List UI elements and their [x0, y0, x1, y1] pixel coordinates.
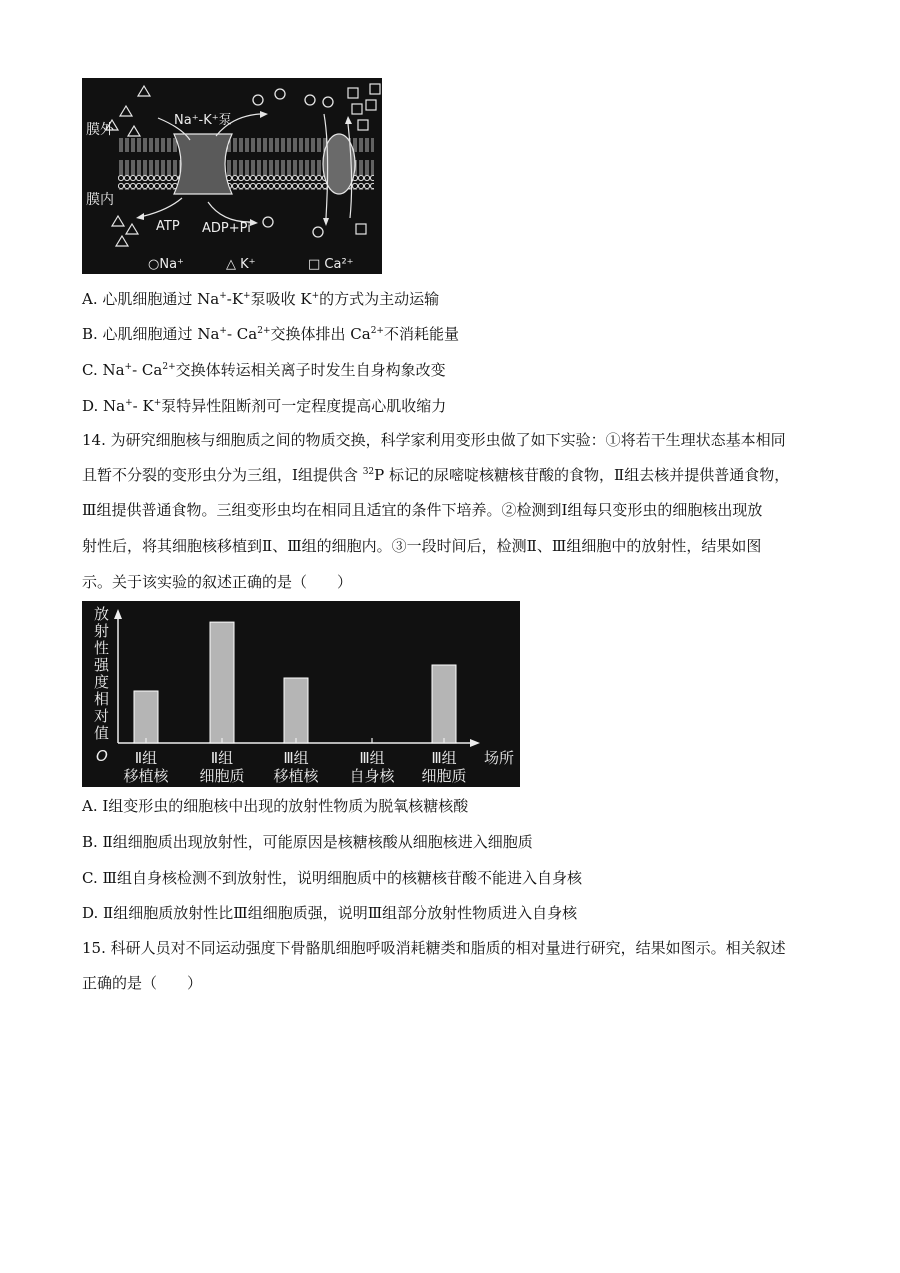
- q13-option-d: D. Na+- K+泵特异性阻断剂可一定程度提高心肌收缩力: [82, 397, 447, 415]
- q13-option-c: C. Na+- $Ca^{2+}$交换体转运相关离子时发生自身构象改变: [82, 361, 446, 379]
- legend-na: ○Na⁺: [148, 257, 184, 272]
- q14-option-c: C. Ⅲ组自身核检测不到放射性，说明细胞质中的核糖核苷酸不能进入自身核: [82, 869, 582, 887]
- x-tick-label-2-0: Ⅲ组: [283, 749, 309, 767]
- bar-0: [134, 691, 158, 743]
- radioactivity-bar-chart: [82, 601, 520, 787]
- q14-stem-line4: 射性后，将其细胞核移植到Ⅱ、Ⅲ组的细胞内。③一段时间后，检测Ⅱ、Ⅲ组细胞中的放射性，结果如图: [82, 537, 762, 555]
- q14-option-b: B. Ⅱ组细胞质出现放射性，可能原因是核糖核酸从细胞核进入细胞质: [82, 833, 533, 851]
- q14-stem-line1: 14. 为研究细胞核与细胞质之间的物质交换，科学家利用变形虫做了如下实验：①将若干生理状态基本相同: [82, 431, 786, 449]
- x-tick-label-2-1: 移植核: [273, 767, 319, 785]
- x-tick-label-0-1: 移植核: [123, 767, 169, 785]
- membrane-transport-figure: [82, 78, 382, 274]
- q14-stem-line3: Ⅲ组提供普通食物。三组变形虫均在相同且适宜的条件下培养。②检测到Ⅰ组每只变形虫的细胞核出现放: [82, 501, 763, 519]
- bar-chart-svg: [82, 601, 520, 787]
- bar-1: [210, 622, 234, 743]
- bar-2: [284, 678, 308, 743]
- q14-stem-line5: 示。关于该实验的叙述正确的是（ ）: [82, 573, 353, 591]
- adp-label: ADP+Pi: [202, 221, 251, 236]
- label-outside: 膜外: [86, 122, 114, 138]
- x-tick-label-3-0: Ⅲ组: [359, 749, 385, 767]
- x-tick-label-0-0: Ⅱ组: [134, 749, 158, 767]
- q15-stem-line2: 正确的是（ ）: [82, 974, 203, 992]
- na-k-pump: [174, 134, 232, 194]
- bar-4: [432, 665, 456, 743]
- x-axis-label: 场所: [484, 749, 515, 767]
- y-axis-arrow: [114, 609, 122, 619]
- legend-ca: □ Ca²⁺: [308, 257, 354, 272]
- q13-option-a: A. 心肌细胞通过 Na+-K+泵吸收 K+的方式为主动运输: [82, 290, 440, 308]
- x-tick-label-1-0: Ⅱ组: [210, 749, 234, 767]
- x-axis-arrow: [470, 739, 480, 747]
- q15-stem-line1: 15. 科研人员对不同运动强度下骨骼肌细胞呼吸消耗糖类和脂质的相对量进行研究，结果如图示。相关叙述: [82, 939, 786, 957]
- x-tick-label-4-1: 细胞质: [421, 767, 467, 785]
- origin-label: O: [96, 747, 108, 765]
- q13-option-b: B. 心肌细胞通过 Na+- $Ca^{2+}$交换体排出 $Ca^{2+}$不消耗能量: [82, 325, 459, 343]
- legend-k: △ K⁺: [226, 257, 256, 272]
- label-inside: 膜内: [86, 192, 114, 208]
- q14-stem-line2: 且暂不分裂的变形虫分为三组，Ⅰ组提供含 $^{32}$P 标记的尿嘧啶核糖核苷酸的食物，Ⅱ组去核并提供普通食物，: [82, 466, 790, 484]
- membrane-diagram: [82, 78, 382, 274]
- q14-option-d: D. Ⅱ组细胞质放射性比Ⅲ组细胞质强，说明Ⅲ组部分放射性物质进入自身核: [82, 904, 578, 922]
- atp-label: ATP: [156, 219, 180, 234]
- q14-option-a: A. Ⅰ组变形虫的细胞核中出现的放射性物质为脱氧核糖核酸: [82, 797, 469, 815]
- x-tick-label-3-1: 自身核: [349, 767, 395, 785]
- x-tick-label-4-0: Ⅲ组: [431, 749, 457, 767]
- pump-label: Na⁺-K⁺泵: [174, 113, 232, 128]
- y-axis-label: 放射性强度相对值: [94, 605, 110, 742]
- x-tick-label-1-1: 细胞质: [199, 767, 245, 785]
